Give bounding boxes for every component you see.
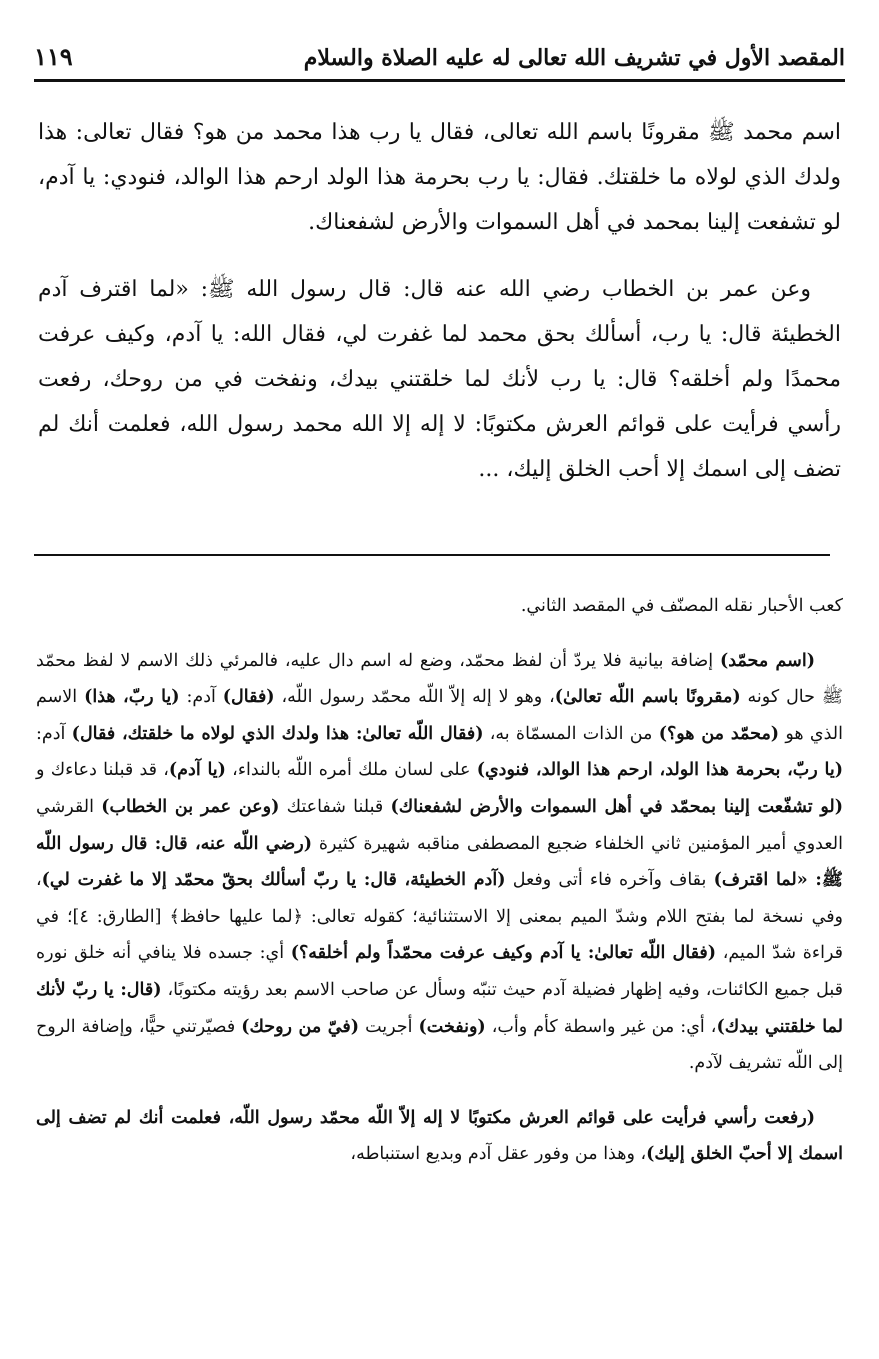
quoted-phrase: (رفعت رأسي فرأيت على قوائم العرش مكتوبًا لا إله إلاّ اللّه محمّد رسول اللّه، فعلمت أنك لم تضف إلى اسمك إلا أحبّ الخلق إليك) xyxy=(36,1107,843,1165)
commentary-text-run: الاسم الذي هو xyxy=(36,687,843,744)
main-text xyxy=(38,110,841,514)
commentary-text-run: آدم: xyxy=(36,723,72,744)
commentary-text-run: فصيّرتني حيًّا، وإضافة الروح إلى اللّه تشريف لآدم. xyxy=(36,1016,843,1074)
commentary-text-run: ، وهو لا إله إلاّ اللّه محمّد رسول اللّه، xyxy=(274,687,555,708)
commentary-text-run: القرشي العدوي أمير المؤمنين ثاني الخلفاء ضجيع المصطفى مناقبه شهيرة كثيرة xyxy=(36,796,843,854)
quoted-phrase: (لو تشفّعت إلينا بمحمّد في أهل السموات والأرض لشفعناك) xyxy=(390,796,843,817)
commentary-text-run: بقاف وآخره فاء أتى وفعل xyxy=(505,870,714,891)
quoted-phrase: (فقال اللّه تعالىٰ: يا آدم وكيف عرفت محمّداً ولم أخلقه؟) xyxy=(290,943,717,964)
quoted-phrase: (رضي اللّه عنه، قال: قال رسول اللّه ﷺ: «لما اقترف) xyxy=(36,833,843,891)
quoted-phrase: (فيّ من روحك) xyxy=(241,1016,360,1037)
header-title: المقصد الأول في تشريف الله تعالى له عليه الصلاة والسلام xyxy=(303,45,845,71)
quoted-phrase: (فقال) xyxy=(222,687,275,708)
quoted-phrase: (وعن عمر بن الخطاب) xyxy=(101,796,280,817)
quoted-phrase: (محمّد من هو؟) xyxy=(658,723,780,744)
quoted-phrase: (مقرونًا باسم اللّه تعالىٰ) xyxy=(554,687,741,708)
commentary-text-run: إضافة بيانية فلا يردّ أن لفظ محمّد، وضع له اسم دال عليه، فالمرئي ذلك الاسم لا لفظ محمّد ﷺ حال كونه xyxy=(36,650,843,708)
running-header xyxy=(34,40,845,82)
commentary-text-run: على لسان ملك أمره اللّه بالنداء، xyxy=(225,760,477,781)
commentary-text xyxy=(36,588,843,1191)
quoted-phrase: (يا آدم) xyxy=(168,760,226,781)
commentary-text-run: قبلنا شفاعتك xyxy=(279,796,391,817)
page-number: ١١٩ xyxy=(34,42,73,71)
commentary-text-run: أجريت xyxy=(359,1016,419,1037)
main-paragraph: اسم محمد ﷺ مقرونًا باسم الله تعالى، فقال يا رب هذا محمد من هو؟ فقال تعالى: هذا ولدك الذي لولاه ما خلقتك. فقال: يا رب بحرمة هذا الولد ارحم هذا الوالد، فنودي: يا آدم، لو تشفعت إلينا بمحمد في أهل السموات والأرض لشفعناك. xyxy=(38,120,841,235)
main-paragraph: وعن عمر بن الخطاب رضي الله عنه قال: قال رسول الله ﷺ: «لما اقترف آدم الخطيئة قال: يا رب، أسألك بحق محمد لما غفرت لي، فقال الله: يا آدم، وكيف عرفت محمدًا ولم أخلقه؟ قال: يا رب لأنك لما خلقتني بيدك، ونفخت في من روحك، رفعت رأسي فرأيت على قوائم العرش مكتوبًا: لا إله إلا الله محمد رسول الله، فعلمت أنك لم تضف إلى اسمك إلا أحب الخلق إليك، ... xyxy=(38,277,841,482)
quoted-phrase: (فقال اللّه تعالىٰ: هذا ولدك الذي لولاه ما خلقتك، فقال) xyxy=(71,723,484,744)
commentary-text-run: ، وهذا من وفور عقل آدم وبديع استنباطه، xyxy=(350,1144,647,1165)
commentary-text-run: ، أي: من غير واسطة كأم وأب، xyxy=(485,1016,717,1037)
commentary-paragraph: كعب الأحبار نقله المصنّف في المقصد الثاني. xyxy=(520,596,843,616)
commentary-text-run: ، قد قبلنا دعاءك و xyxy=(36,760,169,781)
commentary-text-run: من الذات المسمّاة به، xyxy=(483,723,659,744)
commentary-text-run: أي: جسده فلا ينافي أنه خلق نوره قبل جميع الكائنات، وفيه إظهار فضيلة آدم حيث تنبّه وسأل عن صاحب الاسم بعد رؤيته مكتوبًا، xyxy=(36,943,843,1000)
quoted-phrase: (ونفخت) xyxy=(418,1016,486,1037)
quoted-phrase: (قال: يا ربّ لأنك لما خلقتني بيدك) xyxy=(36,979,843,1037)
footnote-divider xyxy=(34,554,830,556)
commentary-paragraph xyxy=(36,1100,843,1173)
quoted-phrase: (يا ربّ، بحرمة هذا الولد، ارحم هذا الوالد، فنودي) xyxy=(476,760,843,781)
commentary-text-run: آدم: xyxy=(179,687,223,708)
quoted-phrase: (يا ربّ، هذا) xyxy=(84,687,180,708)
commentary-text-run: ، وفي نسخة لما بفتح اللام وشدّ الميم بمعنى إلا الاستثنائية؛ كقوله تعالى: ﴿لما عليها حافظ﴾ [الطارق: ٤]؛ في قراءة شدّ الميم، xyxy=(36,870,844,964)
commentary-paragraph xyxy=(36,643,843,1082)
quoted-phrase: (آدم الخطيئة، قال: يا ربّ أسألك بحقّ محمّد إلا ما غفرت لي) xyxy=(41,870,506,891)
quoted-phrase: (اسم محمّد) xyxy=(719,650,815,671)
